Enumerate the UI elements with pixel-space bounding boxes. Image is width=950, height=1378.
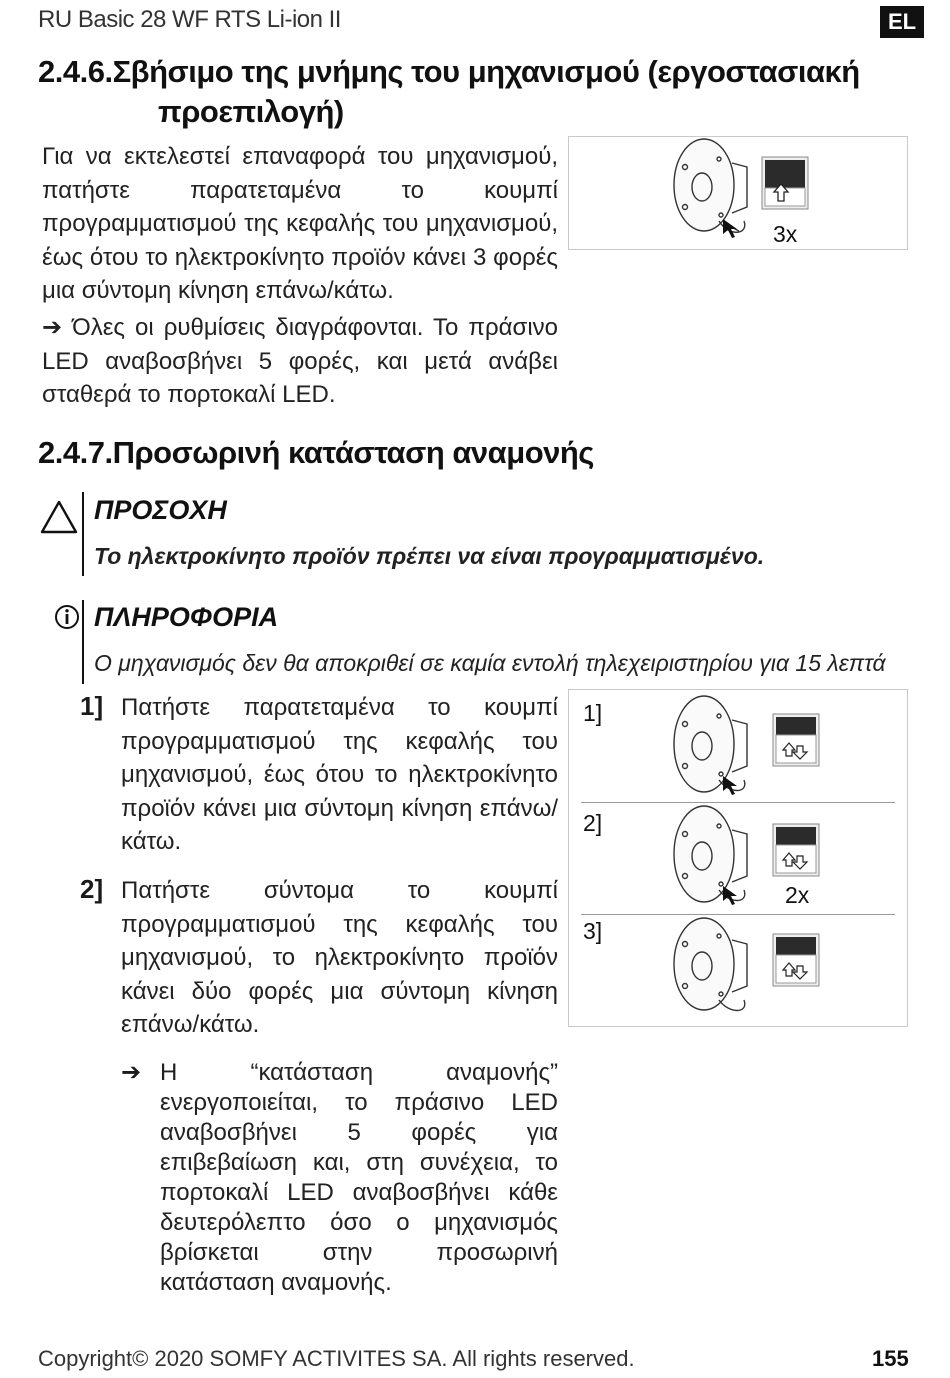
motor-head-illustration — [569, 690, 907, 802]
motor-head-illustration — [569, 137, 907, 249]
figure-panel-3-label: 3] — [583, 918, 603, 944]
info-text: Ο μηχανισμός δεν θα αποκριθεί σε καμία εντολή τηλεχειριστηρίου για 15 λεπτά — [94, 650, 886, 676]
caution-text: Το ηλεκτροκίνητο προϊόν πρέπει να είναι προγραμματισμένο. — [94, 543, 765, 569]
figure-panel-1-label: 1] — [583, 700, 603, 726]
caution-bar — [82, 492, 84, 576]
section-246-heading — [38, 52, 918, 92]
motor-head-illustration — [569, 914, 907, 1026]
product-title: RU Basic 28 WF RTS Li-ion II — [38, 6, 341, 33]
motor-head-illustration — [569, 802, 907, 914]
figure-standby — [568, 689, 908, 1027]
section-246-result — [42, 311, 558, 412]
figure-repeat-label: 2x — [785, 882, 810, 908]
warning-triangle-icon — [40, 500, 78, 534]
shutter-icon — [762, 157, 808, 209]
section-246-title-line1: Σβήσιμο της μνήμης του μηχανισμού (εργοστασιακή — [112, 54, 860, 89]
step-1-number: 1] — [80, 691, 104, 721]
info-circle-icon — [54, 604, 80, 630]
footer-copyright: Copyright© 2020 SOMFY ACTIVITES SA. All rights reserved. — [38, 1346, 635, 1371]
finger-press-icon — [723, 776, 737, 795]
arrow-right-icon: ➔ — [121, 1059, 142, 1086]
section-247-heading — [38, 433, 594, 473]
step-1-text: Πατήστε παρατεταμένα το κουμπί προγραμματισμού της κεφαλής του μηχανισμού, έως ότου το ηλεκτροκίνητο προϊόν κάνει μια σύντομη κίνηση επάνω/κάτω. — [121, 694, 558, 855]
figure-panel-2-label: 2] — [583, 810, 603, 836]
finger-press-icon — [723, 219, 737, 238]
info-bar — [82, 600, 84, 684]
figure-reset — [568, 136, 908, 250]
section-246-paragraph: Για να εκτελεστεί επαναφορά του μηχανισμού, πατήστε παρατεταμένα το κουμπί προγραμματισμού της κεφαλής του μηχανισμού, έως ότου το ηλεκτροκίνητο προϊόν κάνει 3 φορές μια σύντομη κίνηση επάνω/κάτω. — [42, 143, 558, 304]
shutter-icon — [773, 824, 819, 876]
step-2-text: Πατήστε σύντομα το κουμπί προγραμματισμού της κεφαλής του μηχανισμού, το ηλεκτροκίνητο προϊόν κάνει δύο φορές μια σύντομη κίνηση επάνω/κάτω. — [121, 877, 558, 1038]
section-247-number: 2.4.7. — [38, 435, 113, 470]
finger-press-icon — [723, 886, 737, 905]
shutter-icon — [773, 934, 819, 986]
figure-repeat-label: 3x — [773, 221, 798, 247]
section-247-result: Η “κατάσταση αναμονής” ενεργοποιείται, το πράσινο LED αναβοσβήνει 5 φορές για επιβεβαίωση και, στη συνέχεια, το πορτοκαλί LED αναβοσβήνει κάθε δευτερόλεπτο όσο ο μηχανισμός βρίσκεται στην προσωρινή κατάσταση αναμονής. — [160, 1059, 558, 1296]
section-246-title-line2: προεπιλογή) — [158, 94, 344, 129]
section-246-result-text: Όλες οι ρυθμίσεις διαγράφονται. Το πράσινο LED αναβοσβήνει 5 φορές, και μετά ανάβει σταθερά το πορτοκαλί LED. — [42, 314, 558, 408]
step-2-number: 2] — [80, 874, 104, 904]
section-247-title: Προσωρινή κατάσταση αναμονής — [112, 435, 594, 470]
section-246-number: 2.4.6. — [38, 54, 113, 89]
language-badge: EL — [880, 6, 924, 38]
caution-title: ΠΡΟΣΟΧΗ — [94, 495, 227, 525]
page-number: 155 — [872, 1346, 909, 1371]
shutter-icon — [773, 714, 819, 766]
arrow-right-icon: ➔ — [42, 314, 73, 341]
info-title: ΠΛΗΡΟΦΟΡΙΑ — [94, 602, 279, 632]
